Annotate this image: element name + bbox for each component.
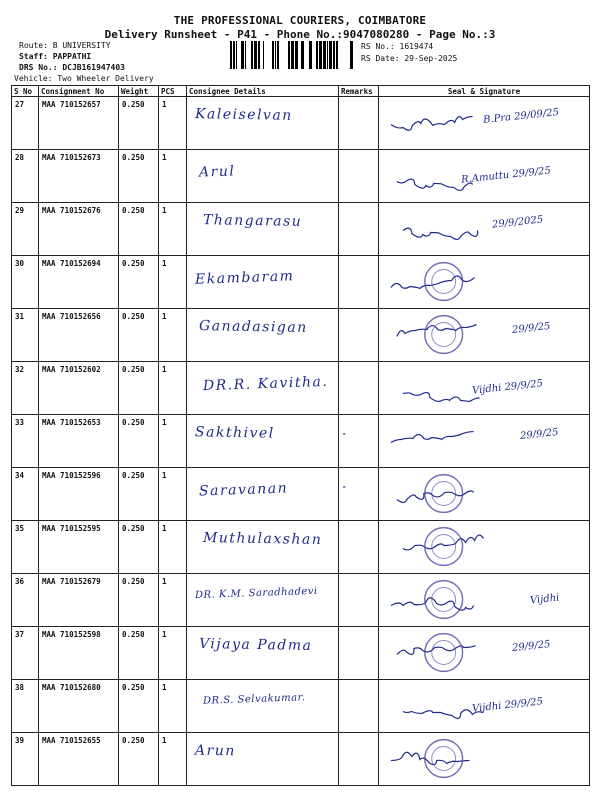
remarks-cell: - bbox=[339, 415, 379, 468]
table-row bbox=[12, 680, 590, 733]
company-title: THE PROFESSIONAL COURIERS, COIMBATORE bbox=[173, 14, 427, 27]
column-header: Weight bbox=[119, 86, 159, 97]
seal-stamp bbox=[425, 528, 463, 566]
sno-cell: 29 bbox=[12, 203, 39, 256]
consignment-cell: MAA 710152676 bbox=[39, 203, 119, 256]
consignee-cell bbox=[187, 203, 339, 256]
remarks-cell bbox=[339, 521, 379, 574]
consignee-cell bbox=[187, 574, 339, 627]
sno-cell: 36 bbox=[12, 574, 39, 627]
sno-cell: 28 bbox=[12, 150, 39, 203]
barcode-bar bbox=[272, 41, 274, 69]
barcode-bar bbox=[288, 41, 290, 69]
consignee-cell bbox=[187, 521, 339, 574]
consignee-handwriting: Vijaya Padma bbox=[198, 636, 313, 654]
weight-cell: 0.250 bbox=[119, 309, 159, 362]
remarks-cell bbox=[339, 574, 379, 627]
column-header: Seal & Signature bbox=[379, 86, 590, 97]
table-row bbox=[12, 415, 590, 468]
consignee-handwriting: Arun bbox=[194, 742, 236, 760]
table-row bbox=[12, 468, 590, 521]
table-row bbox=[12, 309, 590, 362]
signature-stroke bbox=[403, 228, 478, 239]
consignee-cell bbox=[187, 733, 339, 786]
signature-cell bbox=[379, 203, 590, 256]
vehicle-label: Vehicle: Two Wheeler Delivery bbox=[14, 74, 154, 83]
seal-stamp bbox=[425, 316, 463, 354]
column-header: Consignment No bbox=[39, 86, 119, 97]
remarks-cell bbox=[339, 97, 379, 150]
pcs-cell: 1 bbox=[159, 574, 187, 627]
barcode-bar bbox=[327, 41, 328, 69]
seal-inner-ring bbox=[432, 323, 456, 347]
sno-cell: 33 bbox=[12, 415, 39, 468]
weight-cell: 0.250 bbox=[119, 468, 159, 521]
barcode-bar bbox=[295, 41, 298, 69]
runsheet-table bbox=[11, 85, 590, 786]
signature-cell bbox=[379, 256, 590, 309]
pcs-cell: 1 bbox=[159, 309, 187, 362]
column-header: Consignee Details bbox=[187, 86, 339, 97]
drs-number: DRS No.: DCJB161947403 bbox=[19, 63, 125, 72]
consignee-handwriting: Saravanan bbox=[198, 480, 289, 500]
table-row bbox=[12, 574, 590, 627]
weight-cell: 0.250 bbox=[119, 680, 159, 733]
pcs-cell: 1 bbox=[159, 256, 187, 309]
signature-scribble bbox=[379, 468, 589, 520]
column-header: S No bbox=[12, 86, 39, 97]
remarks-cell bbox=[339, 627, 379, 680]
remarks-cell bbox=[339, 733, 379, 786]
weight-cell: 0.250 bbox=[119, 521, 159, 574]
signature-cell bbox=[379, 468, 590, 521]
pcs-cell: 1 bbox=[159, 733, 187, 786]
runsheet-subtitle: Delivery Runsheet - P41 - Phone No.:9047080280 - Page No.:3 bbox=[104, 28, 496, 41]
weight-cell: 0.250 bbox=[119, 256, 159, 309]
barcode-bar bbox=[236, 41, 237, 69]
consignment-cell: MAA 710152596 bbox=[39, 468, 119, 521]
consignee-handwriting: DR. K.M. Saradhadevi bbox=[194, 585, 318, 602]
consignee-cell bbox=[187, 627, 339, 680]
signature-stroke bbox=[397, 646, 476, 655]
consignee-handwriting: Ganadasigan bbox=[198, 318, 308, 336]
barcode-bar bbox=[333, 41, 335, 69]
consignment-cell: MAA 710152595 bbox=[39, 521, 119, 574]
signature-cell bbox=[379, 733, 590, 786]
consignment-cell: MAA 710152673 bbox=[39, 150, 119, 203]
signature-stroke bbox=[403, 535, 484, 550]
table-row bbox=[12, 733, 590, 786]
staff-label: Staff: PAPPATHI bbox=[19, 52, 92, 61]
barcode-bar bbox=[233, 41, 235, 69]
remarks-cell bbox=[339, 680, 379, 733]
weight-cell: 0.250 bbox=[119, 415, 159, 468]
consignee-handwriting: Muthulaxshan bbox=[202, 529, 323, 549]
signature-scribble bbox=[379, 309, 589, 361]
signature-scribble bbox=[379, 521, 589, 573]
signature-cell bbox=[379, 150, 590, 203]
consignee-handwriting: Ekambaram bbox=[194, 268, 295, 288]
barcode-bar bbox=[319, 41, 322, 69]
remarks-cell: - bbox=[339, 468, 379, 521]
consignment-cell: MAA 710152680 bbox=[39, 680, 119, 733]
table-row bbox=[12, 256, 590, 309]
pcs-cell: 1 bbox=[159, 97, 187, 150]
sno-cell: 32 bbox=[12, 362, 39, 415]
signature-scribble bbox=[379, 733, 589, 785]
seal-inner-ring bbox=[432, 747, 456, 771]
signature-stroke bbox=[391, 752, 470, 764]
signature-stroke bbox=[403, 393, 480, 402]
signature-text: R.Amuttu 29/9/25 bbox=[460, 165, 552, 186]
signature-text: Vijdhi bbox=[529, 592, 560, 607]
consignee-cell bbox=[187, 362, 339, 415]
barcode-bar bbox=[316, 41, 318, 69]
column-header: PCS bbox=[159, 86, 187, 97]
route-label: Route: B UNIVERSITY bbox=[19, 41, 111, 50]
barcode-bar bbox=[291, 41, 294, 69]
consignee-cell bbox=[187, 150, 339, 203]
weight-cell: 0.250 bbox=[119, 150, 159, 203]
consignee-cell bbox=[187, 468, 339, 521]
table-row bbox=[12, 97, 590, 150]
seal-inner-ring bbox=[432, 588, 456, 612]
remarks-cell bbox=[339, 203, 379, 256]
weight-cell: 0.250 bbox=[119, 203, 159, 256]
signature-cell bbox=[379, 521, 590, 574]
consignee-handwriting: Arul bbox=[198, 163, 236, 181]
signature-scribble bbox=[379, 256, 589, 308]
remarks-cell bbox=[339, 150, 379, 203]
seal-stamp bbox=[425, 581, 463, 619]
pcs-cell: 1 bbox=[159, 203, 187, 256]
consignee-handwriting: Sakthivel bbox=[194, 424, 275, 442]
consignee-cell bbox=[187, 97, 339, 150]
signature-scribble bbox=[379, 415, 589, 467]
table-row bbox=[12, 203, 590, 256]
sno-cell: 34 bbox=[12, 468, 39, 521]
consignee-cell bbox=[187, 309, 339, 362]
consignee-cell bbox=[187, 415, 339, 468]
sno-cell: 38 bbox=[12, 680, 39, 733]
signature-cell bbox=[379, 627, 590, 680]
sno-cell: 35 bbox=[12, 521, 39, 574]
consignee-handwriting: DR.S. Selvakumar. bbox=[202, 692, 306, 707]
consignment-cell: MAA 710152694 bbox=[39, 256, 119, 309]
signature-cell bbox=[379, 309, 590, 362]
barcode-bar bbox=[241, 41, 244, 69]
signature-text: B.Pra 29/09/25 bbox=[482, 107, 560, 126]
signature-scribble bbox=[379, 627, 589, 679]
barcode-bar bbox=[254, 41, 257, 69]
table-header-row bbox=[12, 86, 590, 97]
pcs-cell: 1 bbox=[159, 521, 187, 574]
signature-text: Vijdhi 29/9/25 bbox=[471, 378, 544, 397]
table-row bbox=[12, 627, 590, 680]
rs-date: RS Date: 29-Sep-2025 bbox=[361, 54, 458, 63]
sno-cell: 31 bbox=[12, 309, 39, 362]
barcode-image bbox=[230, 41, 356, 69]
barcode-bar bbox=[301, 41, 304, 69]
seal-stamp bbox=[425, 634, 463, 672]
barcode-bar bbox=[251, 41, 253, 69]
barcode-bar bbox=[263, 41, 264, 69]
consignee-cell bbox=[187, 256, 339, 309]
consignment-cell: MAA 710152657 bbox=[39, 97, 119, 150]
weight-cell: 0.250 bbox=[119, 97, 159, 150]
barcode-bar bbox=[245, 41, 246, 69]
table-row bbox=[12, 150, 590, 203]
consignee-cell bbox=[187, 680, 339, 733]
seal-stamp bbox=[425, 740, 463, 778]
signature-text: 29/9/2025 bbox=[491, 214, 544, 231]
barcode-bar bbox=[275, 41, 276, 69]
barcode-bar bbox=[258, 41, 260, 69]
seal-inner-ring bbox=[432, 641, 456, 665]
pcs-cell: 1 bbox=[159, 468, 187, 521]
sno-cell: 37 bbox=[12, 627, 39, 680]
consignment-cell: MAA 710152602 bbox=[39, 362, 119, 415]
signature-cell bbox=[379, 362, 590, 415]
barcode-bar bbox=[230, 41, 232, 69]
signature-text: 29/9/25 bbox=[511, 321, 552, 336]
signature-cell bbox=[379, 574, 590, 627]
pcs-cell: 1 bbox=[159, 150, 187, 203]
signature-text: 29/9/25 bbox=[511, 639, 552, 654]
barcode-bar bbox=[329, 41, 332, 69]
signature-cell bbox=[379, 415, 590, 468]
sno-cell: 27 bbox=[12, 97, 39, 150]
remarks-cell bbox=[339, 256, 379, 309]
weight-cell: 0.250 bbox=[119, 362, 159, 415]
table-row bbox=[12, 521, 590, 574]
barcode-bar bbox=[309, 41, 312, 69]
signature-stroke bbox=[391, 117, 473, 131]
consignee-handwriting: Kaleiselvan bbox=[194, 106, 293, 124]
signature-cell bbox=[379, 97, 590, 150]
column-header: Remarks bbox=[339, 86, 379, 97]
weight-cell: 0.250 bbox=[119, 733, 159, 786]
signature-cell bbox=[379, 680, 590, 733]
sno-cell: 39 bbox=[12, 733, 39, 786]
weight-cell: 0.250 bbox=[119, 574, 159, 627]
consignee-handwriting: Thangarasu bbox=[202, 212, 303, 230]
remarks-cell bbox=[339, 362, 379, 415]
signature-text: Vijdhi 29/9/25 bbox=[471, 696, 544, 715]
barcode-bar bbox=[336, 41, 338, 69]
barcode-bar bbox=[323, 41, 326, 69]
signature-stroke bbox=[397, 325, 477, 337]
pcs-cell: 1 bbox=[159, 362, 187, 415]
weight-cell: 0.250 bbox=[119, 627, 159, 680]
consignment-cell: MAA 710152656 bbox=[39, 309, 119, 362]
consignee-handwriting: DR.R. Kavitha. bbox=[202, 373, 329, 395]
pcs-cell: 1 bbox=[159, 415, 187, 468]
barcode-bar bbox=[350, 41, 353, 69]
barcode-bar bbox=[277, 41, 279, 69]
signature-text: 29/9/25 bbox=[519, 427, 560, 442]
pcs-cell: 1 bbox=[159, 627, 187, 680]
consignment-cell: MAA 710152598 bbox=[39, 627, 119, 680]
pcs-cell: 1 bbox=[159, 680, 187, 733]
table-row bbox=[12, 362, 590, 415]
rs-number: RS No.: 1619474 bbox=[361, 42, 434, 51]
signature-scribble bbox=[379, 203, 589, 255]
consignment-cell: MAA 710152653 bbox=[39, 415, 119, 468]
signature-stroke bbox=[391, 432, 474, 443]
consignment-cell: MAA 710152655 bbox=[39, 733, 119, 786]
remarks-cell bbox=[339, 309, 379, 362]
consignment-cell: MAA 710152679 bbox=[39, 574, 119, 627]
sno-cell: 30 bbox=[12, 256, 39, 309]
